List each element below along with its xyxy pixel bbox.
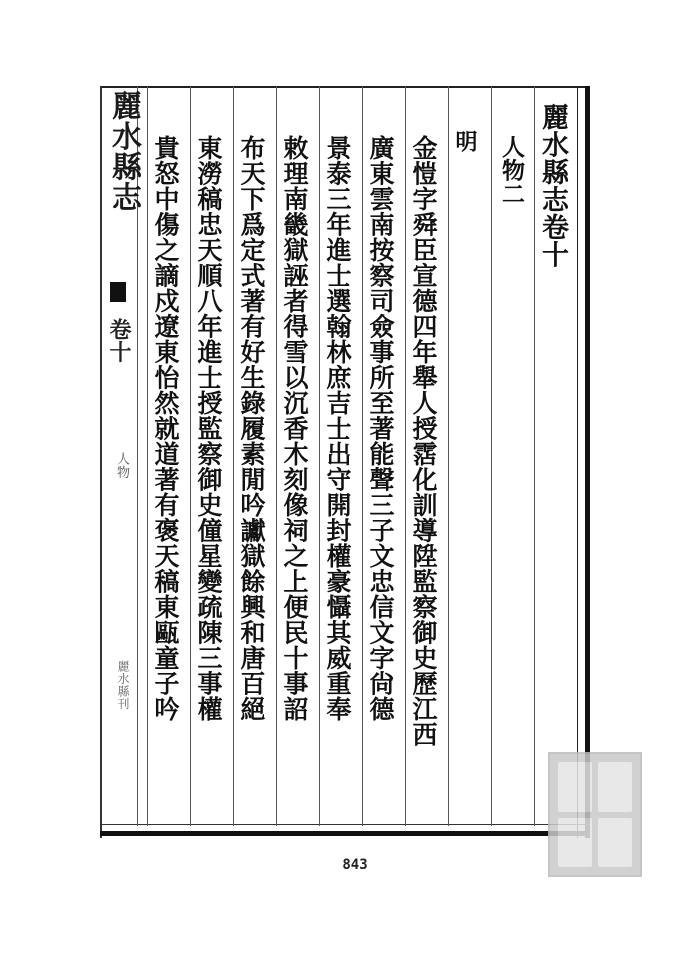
frame-bottom-inner-border	[100, 824, 590, 825]
text-column: 景泰三年進士選翰林庶吉士出守開封權豪懾其威重奉	[323, 135, 352, 722]
column-divider	[190, 86, 191, 826]
dynasty-heading: 明	[452, 130, 478, 153]
column-divider	[534, 86, 535, 826]
column-divider	[362, 86, 363, 826]
spine-column-divider	[147, 86, 148, 826]
text-column: 敕理南畿獄誣者得雪以沉香木刻像祠之上便民十事詔	[280, 135, 309, 722]
text-column: 貴怒中傷之謫戍遼東怡然就道著有褒天稿東甌童子吟	[151, 135, 180, 722]
page-number: 843	[342, 857, 368, 873]
library-seal-stamp	[548, 752, 642, 877]
column-divider	[448, 86, 449, 826]
frame-right-outer-border	[585, 86, 590, 838]
frame-bottom-outer-border	[100, 831, 590, 836]
column-divider	[233, 86, 234, 826]
spine-title: 麗水縣志	[106, 90, 141, 212]
section-heading: 人物二	[498, 135, 525, 206]
column-divider	[276, 86, 277, 826]
text-column: 金愷字舜臣宣德四年舉人授霑化訓導陞監察御史歷江西	[409, 135, 438, 747]
frame-left-border	[100, 86, 102, 838]
spine-publisher: 麗水縣刊	[116, 660, 130, 710]
frame-right-inner-border	[577, 86, 578, 838]
fish-tail-mark	[110, 282, 126, 302]
text-column: 東澇稿忠天順八年進士授監察御史僮星變疏陳三事權	[194, 135, 223, 722]
spine-volume: 卷十	[106, 318, 132, 363]
volume-title: 麗水縣志卷十	[537, 103, 568, 268]
column-divider	[319, 86, 320, 826]
text-column: 布天下爲定式著有好生錄履素閒吟讞獄餘興和唐百絕	[237, 135, 266, 722]
frame-top-border	[100, 86, 590, 88]
spine-subtitle: 人物	[114, 452, 129, 479]
text-column: 廣東雲南按察司僉事所至著能聲三子文忠信文字尙德	[366, 135, 395, 722]
column-divider	[405, 86, 406, 826]
column-divider	[491, 86, 492, 826]
